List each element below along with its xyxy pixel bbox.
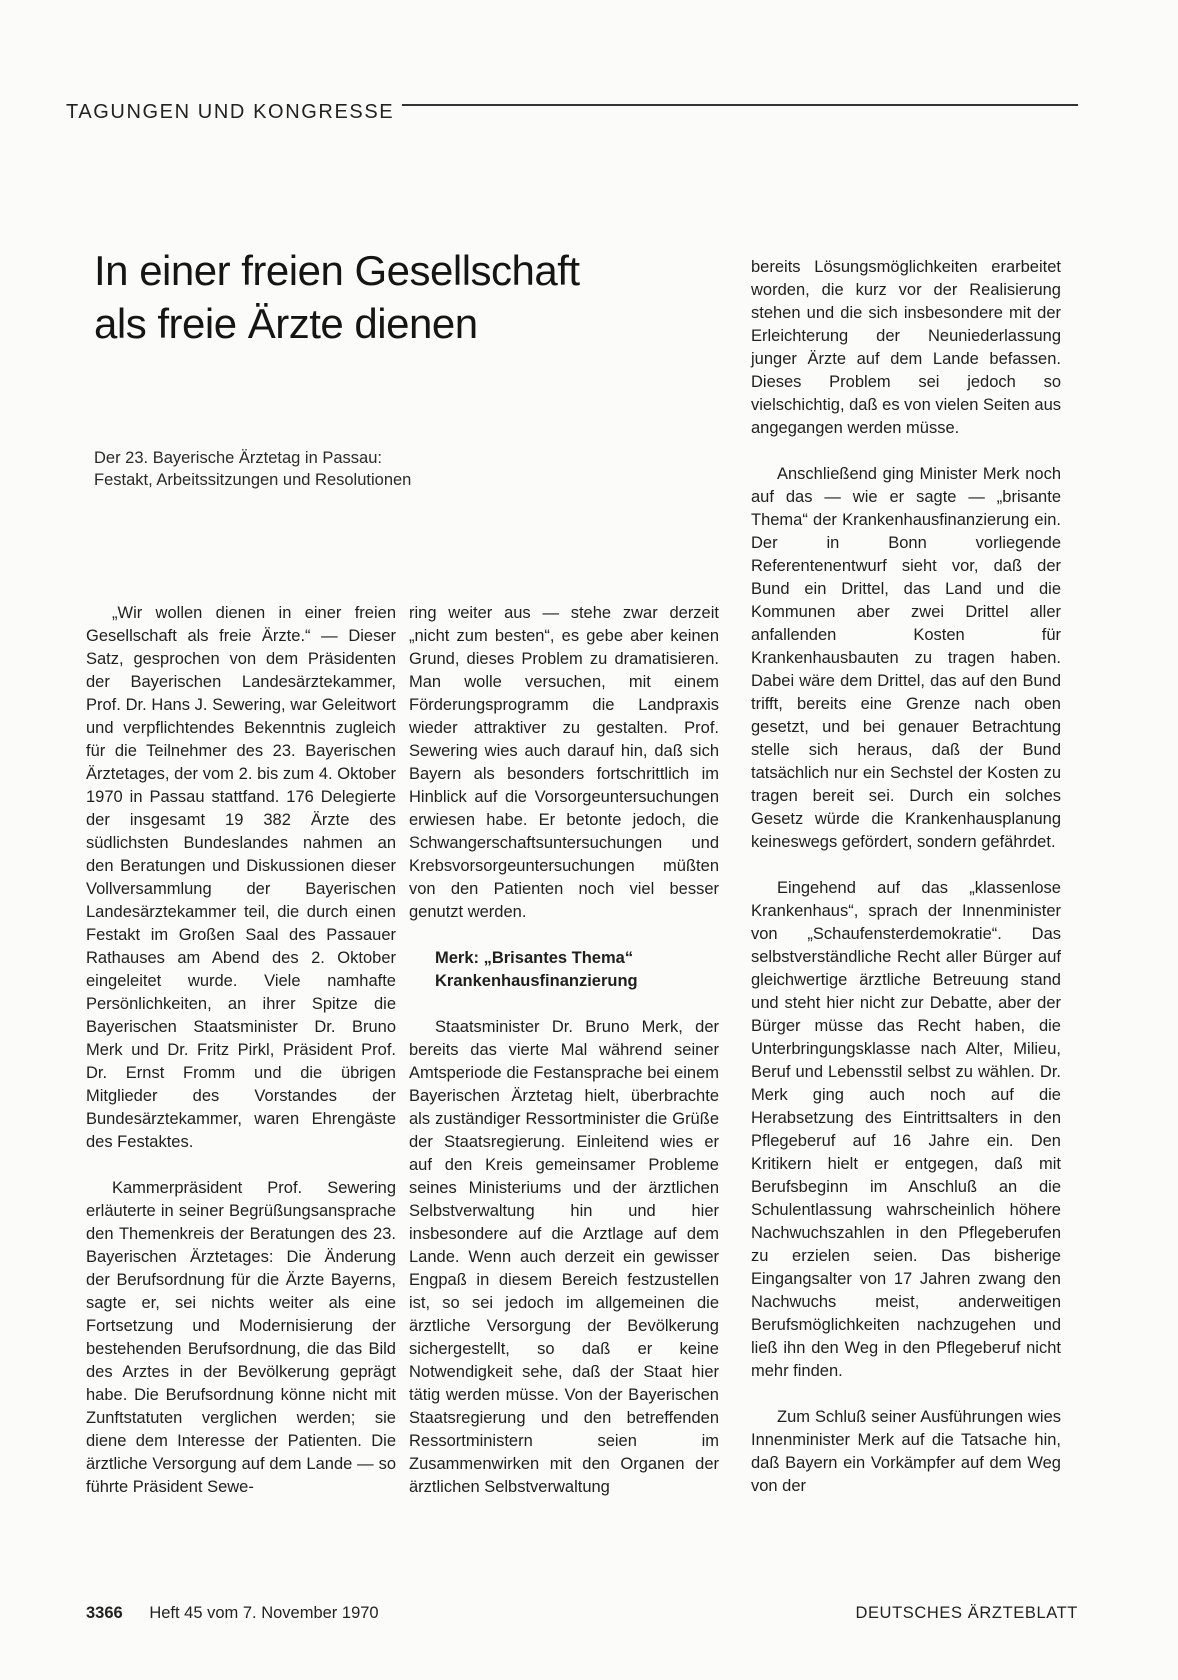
title-line-1: In einer freien Gesellschaft [94, 247, 580, 294]
text-column-2 [409, 602, 719, 1522]
paragraph: ring weiter aus — stehe zwar derzeit „nicht zum besten“, es gebe aber keinen Grund, dieses Problem zu dramatisieren. Man wolle versuchen, mit einem Förderungsprogramm die Landpraxis wieder attraktiver zu gestalten. Prof. Sewering wies auch darauf hin, daß sich Bayern als besonders fortschrittlich im Hinblick auf die Vorsorgeuntersuchungen erwiesen habe. Er betonte jedoch, die Schwangerschaftsuntersuchungen und Krebsvorsorgeuntersuchungen müßten von den Patienten noch viel besser genutzt werden. [409, 604, 719, 921]
title-line-2: als freie Ärzte dienen [94, 300, 478, 347]
subtitle-line-1: Der 23. Bayerische Ärztetag in Passau: [94, 449, 382, 467]
footer-left [86, 1604, 379, 1623]
heading-line-2: Krankenhausfinanzierung [435, 972, 638, 990]
article-subtitle [94, 447, 654, 491]
text-column-3 [751, 256, 1061, 1521]
issue-info: Heft 45 vom 7. November 1970 [149, 1604, 379, 1622]
section-label: TAGUNGEN UND KONGRESSE [66, 101, 395, 123]
article-title [94, 244, 714, 350]
section-header [66, 94, 1078, 124]
section-heading [409, 947, 719, 993]
paragraph: Eingehend auf das „klassenlose Krankenhaus“, sprach der Innenminister von „Schaufensterdemokratie“. Das selbstverständliche Recht aller Bürger auf gleichwertige ärztliche Betreuung stand und steht hier nicht zur Debatte, aber der Bürger müsse das Recht haben, die Unterbringungsklasse nach Alter, Milieu, Beruf und Lebensstil selbst zu wählen. Dr. Merk ging auch noch auf die Herabsetzung des Eintrittsalters in den Pflegeberuf auf 16 Jahre ein. Den Kritikern hielt er entgegen, daß mit Berufsbeginn im Anschluß an die Schulentlassung wahrscheinlich höhere Nachwuchszahlen in den Pflegeberufen zu erzielen seien. Das bisherige Eingangsalter von 17 Jahren zwang den Nachwuchs meist, anderweitigen Berufsmöglichkeiten nachzugehen und ließ ihn den Weg in den Pflegeberuf nicht mehr finden. [751, 879, 1061, 1380]
paragraph: Staatsminister Dr. Bruno Merk, der bereits das vierte Mal während seiner Amtsperiode die Festansprache bei einem Bayerischen Ärztetag hielt, überbrachte als zuständiger Ressortminister die Grüße der Staatsregierung. Einleitend wies er auf den Kreis gemeinsamer Probleme seines Ministeriums und der ärztlichen Selbstverwaltung hin und hier insbesondere auf die Arztlage auf dem Lande. Wenn auch derzeit ein gewisser Engpaß in diesem Bereich festzustellen ist, so sei jedoch im allgemeinen die ärztliche Versorgung der Bevölkerung sichergestellt, so daß er keine Notwendigkeit sehe, daß der Staat hier tätig werden müsse. Von der Bayerischen Staatsregierung und den betreffenden Ressortministern seien im Zusammenwirken mit den Organen der ärztlichen Selbstverwaltung [409, 1018, 719, 1496]
text-column-1 [86, 602, 396, 1522]
paragraph: „Wir wollen dienen in einer freien Gesellschaft als freie Ärzte.“ — Dieser Satz, gesprochen von dem Präsidenten der Bayerischen Landesärztekammer, Prof. Dr. Hans J. Sewering, war Geleitwort und verpflichtendes Bekenntnis zugleich für die Teilnehmer des 23. Bayerischen Ärztetages, der vom 2. bis zum 4. Oktober 1970 in Passau stattfand. 176 Delegierte der insgesamt 19 382 Ärzte des südlichsten Bundeslandes nahmen an den Beratungen und Diskussionen dieser Vollversammlung der Bayerischen Landesärztekammer teil, die durch einen Festakt im Großen Saal des Passauer Rathauses am Abend des 2. Oktober eingeleitet wurde. Viele namhafte Persönlichkeiten, an ihrer Spitze die Bayerischen Staatsminister Dr. Bruno Merk und Dr. Fritz Pirkl, Präsident Prof. Dr. Ernst Fromm und die übrigen Mitglieder des Vorstandes der Bundesärztekammer, waren Ehrengäste des Festaktes. [86, 604, 396, 1151]
page-number: 3366 [86, 1604, 123, 1622]
header-rule [402, 104, 1078, 106]
subtitle-line-2: Festakt, Arbeitssitzungen und Resolutionen [94, 471, 412, 489]
heading-line-1: Merk: „Brisantes Thema“ [435, 949, 634, 967]
paragraph: Kammerpräsident Prof. Sewering erläuterte in seiner Begrüßungsansprache den Themenkreis der Beratungen des 23. Bayerischen Ärztetages: Die Änderung der Berufsordnung für die Ärzte Bayerns, sagte er, sei nichts weiter als eine Fortsetzung und Modernisierung der bestehenden Berufsordnung, die das Bild des Arztes in der Bevölkerung geprägt habe. Die Berufsordnung könne nicht mit Zunftstatuten verglichen werden; sie diene dem Interesse der Patienten. Die ärztliche Versorgung auf dem Lande — so führte Präsident Sewe- [86, 1179, 396, 1496]
paragraph: bereits Lösungsmöglichkeiten erarbeitet worden, die kurz vor der Realisierung stehen und die sich insbesondere mit der Erleichterung der Neuniederlassung junger Ärzte auf dem Lande befassen. Dieses Problem sei jedoch so vielschichtig, daß es von vielen Seiten aus angegangen werden müsse. [751, 258, 1062, 437]
publication-name: DEUTSCHES ÄRZTEBLATT [855, 1604, 1078, 1622]
paragraph: Anschließend ging Minister Merk noch auf das — wie er sagte — „brisante Thema“ der Krankenhausfinanzierung ein. Der in Bonn vorliegende Referentenentwurf sieht vor, daß der Bund ein Drittel, das Land und die Kommunen aber zwei Drittel aller anfallenden Kosten für Krankenhausbauten zu tragen haben. Dabei wäre dem Drittel, das auf den Bund trifft, bereits eine Grenze nach oben gesetzt, und bei genauer Betrachtung stelle sich heraus, daß der Bund tatsächlich nur ein Sechstel der Kosten zu tragen bereit sei. Durch ein solches Gesetz würde die Krankenhausplanung keineswegs gefördert, sondern gefährdet. [751, 465, 1061, 851]
paragraph: Zum Schluß seiner Ausführungen wies Innenminister Merk auf die Tatsache hin, daß Bayern ein Vorkämpfer auf dem Weg von der [751, 1408, 1061, 1495]
